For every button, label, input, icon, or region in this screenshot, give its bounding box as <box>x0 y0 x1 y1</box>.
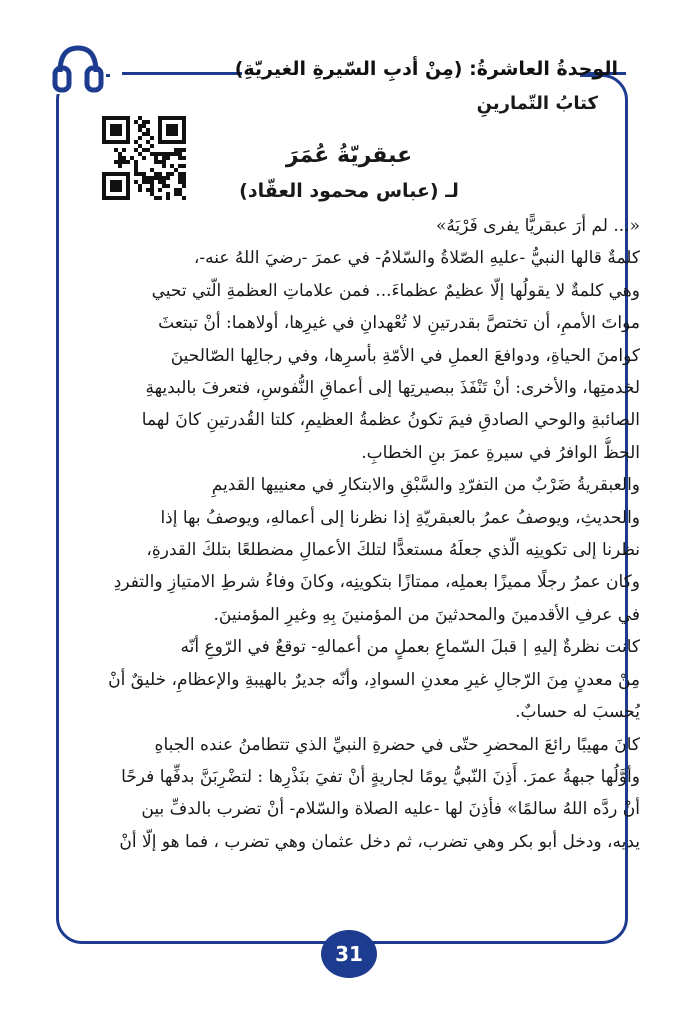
text-line: والعبقريةُ ضَرْبٌ من التفرّدِ والسَّبْقِ والابتكارِ في معنييها القديمِ <box>211 475 640 496</box>
text-line: الحظُّ الوافرُ في سيرةِ عمرَ بنِ الخطابِ. <box>361 442 640 463</box>
text-line: مواتَ الأممِ، أن تختصَّ بقدرتينِ لا تُعْهدانِ في غيرِها، أولاهما: أنْ تبتعثَ <box>158 313 640 334</box>
unit-title: الوحدةُ العاشرةُ: (مِنْ أدبِ السّيرةِ الغيريّةِ) <box>234 58 618 80</box>
text-line: وهي كلمةٌ لا يقولُها إلّا عظيمٌ عظماءَ... فمن علاماتِ العظمةِ الّتي تحيي <box>151 280 640 301</box>
headphones-icon[interactable] <box>50 42 106 94</box>
text-line: الصائبةِ والوحي الصادقِ فيمَ تكونُ عظمةُ العظيمِ، كلتا القُدرتينِ كانَ لهما <box>141 410 640 431</box>
text-line: في عرفِ الأقدمينَ والمحدثينَ من المؤمنينَ بِهِ وغيرِ المؤمنينَ. <box>213 604 640 625</box>
text-line: «... لم أرَ عبقريًّا يفرى فَرْيَهُ» <box>436 216 640 236</box>
text-line: لخدمتِها، والأخرى: أنْ تَنْفَذَ ببصيرتِها إلى أعماقِ النُّفوسِ، فتعرفَ بالبديهةِ <box>145 378 640 399</box>
article-body <box>100 210 640 858</box>
text-line: كلمةٌ قالها النبيُّ -عليهِ الصّلاةُ والسّلامُ- في عمرَ -رضيَ اللهُ عنه-، <box>193 248 640 269</box>
page-number: 31 <box>321 930 377 978</box>
article-title: عبقريّةُ عُمَرَ <box>285 143 413 168</box>
header-rule-left <box>122 72 242 75</box>
text-line: أنْ ردَّه اللهُ سالمًا» فأذِنَ لها -عليه الصلاة والسّلام- أنْ تضرب بالدفِّ بين <box>141 799 640 820</box>
text-line: مِنْ معدنٍ مِنَ الرّجالِ غيرِ معدنِ السوادِ، وأنّه جديرٌ بالهيبةِ والإعظامِ، خليقٌ أنْ <box>108 669 640 690</box>
text-line: كانت نظرةٌ إليهِ | قبلَ السّماعِ بعملٍ من أعمالهِ- توقعٌ في الرّوعِ أنّه <box>180 637 640 658</box>
text-line: وأوَّلُها جبهةُ عمرَ. أَذِنَ النّبيُّ يومًا لجاريةٍ أنْ تفيَ بنَذْرِها : لتضْرِبَنَّ بدفِّها فرحًا <box>121 766 640 787</box>
book-title: كتابُ التّمارينِ <box>476 93 598 114</box>
text-line: والحديثِ، ويوصفُ عمرُ بالعبقريّةِ إذا نظرنا إلى أعمالهِ، ويوصفُ بها إذا <box>160 507 640 528</box>
article-author: لـ (عباس محمود العقّاد) <box>239 180 459 202</box>
text-line: وكان عمرُ رجلًا مميزًا بعملِه، ممتازًا بتكوينِه، وكانَ وفاءُ شرطِ الامتيازِ والتفردِ <box>113 572 640 593</box>
text-line: نظرنا إلى تكوينِه الّذي جعلَهُ مستعدًّا لتلكَ الأعمالِ مضطلعًا بتلكَ القدرةِ، <box>146 540 640 561</box>
text-line: كانَ مهيبًا رائعَ المحضرِ حتّى في حضرةِ النبيِّ الذي تتطامنُ عنده الجباهِ <box>154 734 640 755</box>
text-line: يديه، ودخل أبو بكر وهي تضرب، ثم دخل عثمان وهي تضرب ، فما هو إلّا أنْ <box>119 831 640 852</box>
text-line: يُحسبَ له حسابٌ. <box>515 702 640 723</box>
text-line: كوامنَ الحياةِ، ودوافعَ العملِ في الأمّةِ بأسرِها، وفي رجالِها الصّالحينَ <box>170 345 640 366</box>
